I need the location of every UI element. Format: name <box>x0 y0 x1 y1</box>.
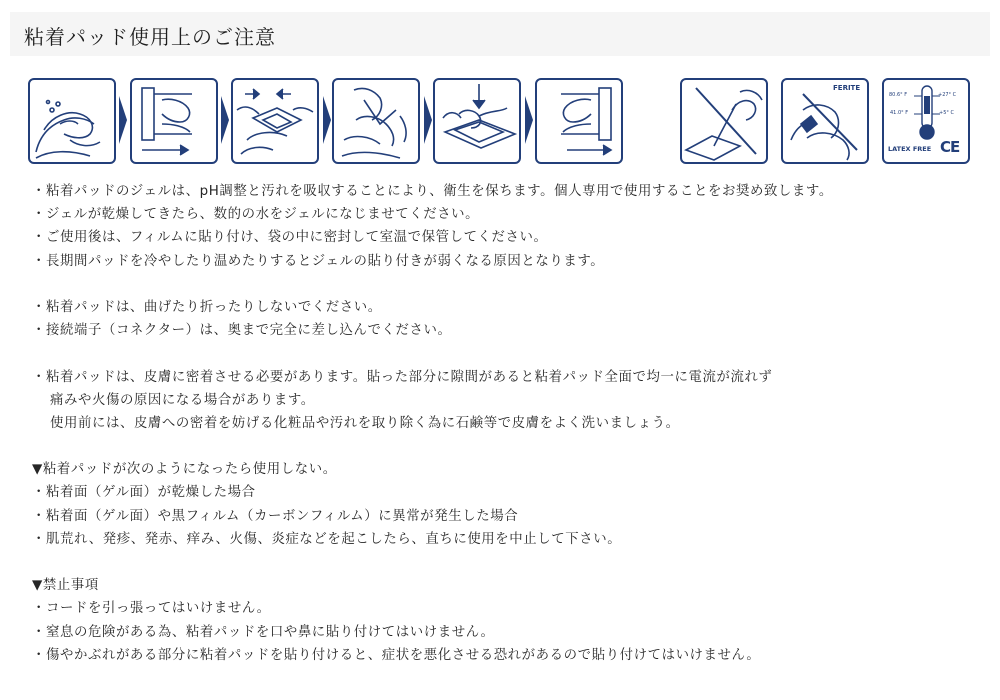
caution-line: ・粘着パッドは、曲げたり折ったりしないでください。 <box>32 299 382 315</box>
section-skin-contact <box>32 366 992 436</box>
section-prohibited <box>32 574 992 667</box>
caution-line: ・粘着面（ゲル面）が乾燥した場合 <box>32 485 256 501</box>
caution-line: ・傷やかぶれがある部分に粘着パッドを貼り付けると、症状を悪化させる恐れがあるので貼り付けてはいけません。 <box>32 647 761 663</box>
caution-line: ・粘着パッドは、皮膚に密着させる必要があります。貼った部分に隙間があると粘着パッド全面で均一に電流が流れず <box>32 369 773 385</box>
section-do-not-use <box>32 458 992 551</box>
no-pull-cord-illustration <box>680 78 768 164</box>
ce-mark-icon: CE <box>940 138 960 156</box>
caution-line: ・ご使用後は、フィルムに貼り付け、袋の中に密封して室温で保管してください。 <box>32 230 548 246</box>
step-connect-cord-illustration <box>433 78 521 164</box>
instruction-illustrations <box>0 0 1000 180</box>
caution-line: 使用前には、皮膚への密着を妨げる化粧品や汚れを取り除く為に石鹸等で皮膚をよく洗いましょう。 <box>50 415 680 431</box>
caution-line: 痛みや火傷の原因になる場合があります。 <box>50 392 315 408</box>
step-arrow-icon <box>118 96 128 144</box>
step-press-pad-illustration <box>332 78 420 164</box>
step-peel-pad-illustration <box>130 78 218 164</box>
page-title: 粘着パッド使用上のご注意 <box>24 25 276 49</box>
storage-temperature-panel <box>882 78 970 164</box>
step-arrow-icon <box>220 96 230 144</box>
step-arrow-icon <box>423 96 433 144</box>
caution-text <box>32 180 992 667</box>
section-gel-care <box>32 180 992 273</box>
step-arrow-icon <box>322 96 332 144</box>
ferrite-warning-illustration <box>781 78 869 164</box>
caution-line: ・接続端子（コネクター）は、奥まで完全に差し込んでください。 <box>32 323 452 339</box>
temp-high-c: +27° C <box>938 92 957 98</box>
caution-line: ・粘着面（ゲル面）や黒フィルム（カーボンフィルム）に異常が発生した場合 <box>32 508 519 524</box>
temp-low-f: 41.0° F <box>890 110 909 116</box>
ferite-label: FERITE <box>833 84 861 92</box>
temp-low-c: +5° C <box>939 110 954 116</box>
step-arrow-icon <box>524 96 534 144</box>
caution-line: ・コードを引っ張ってはいけません。 <box>32 601 271 617</box>
section-heading: ▼禁止事項 <box>32 578 99 594</box>
caution-line: ・長期間パッドを冷やしたり温めたりするとジェルの貼り付きが弱くなる原因となります。 <box>32 253 605 269</box>
caution-line: ・ジェルが乾燥してきたら、数的の水をジェルになじませてください。 <box>32 207 480 223</box>
step-wash-skin-illustration <box>28 78 116 164</box>
step-attach-pad-illustration <box>231 78 319 164</box>
caution-line: ・粘着パッドのジェルは、pH調整と汚れを吸収することにより、衛生を保ちます。個人専用で使用することをお奨め致します。 <box>32 184 833 199</box>
step-return-pad-illustration <box>535 78 623 164</box>
latex-free-label: LATEX FREE <box>888 145 932 153</box>
section-handling <box>32 296 992 342</box>
caution-line: ・窒息の危険がある為、粘着パッドを口や鼻に貼り付けてはいけません。 <box>32 624 495 640</box>
caution-line: ・肌荒れ、発疹、発赤、痒み、火傷、炎症などを起こしたら、直ちに使用を中止して下さい。 <box>32 531 622 547</box>
section-heading: ▼粘着パッドが次のようになったら使用しない。 <box>32 462 337 478</box>
temp-high-f: 80.6° F <box>889 92 908 98</box>
